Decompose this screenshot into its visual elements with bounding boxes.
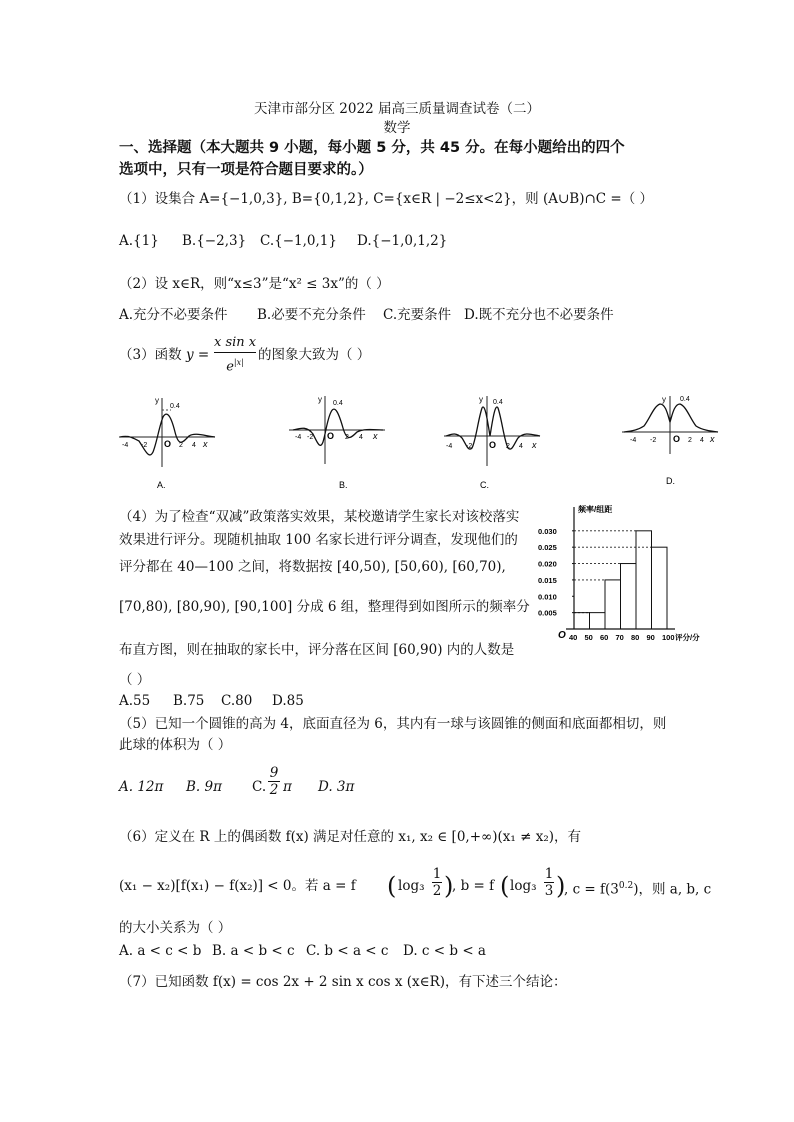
q3c-origin: O — [489, 440, 497, 450]
q3a-y-label: y — [155, 396, 159, 405]
q6-line-1: （6）定义在 R 上的偶函数 f(x) 满足对任意的 x₁, x₂ ∈ [0,+∞)(x₁ ≠ x₂)，有 — [119, 829, 582, 845]
q6-paren-open-1: ( — [387, 872, 397, 900]
q6-paren-close-1: ) — [444, 872, 454, 900]
q4-line-3: 评分都在 40—100 之间，将数据按 [40,50), [50,60), [60,70), — [119, 559, 506, 575]
q4-line-6: （ ） — [119, 672, 151, 688]
q2-stem: （2）设 x∈R，则“x≤3”是“x² ≤ 3x”的（ ） — [119, 276, 390, 292]
q6-frac1-num: 1 — [432, 866, 442, 882]
histogram-ytick-label: 0.020 — [538, 559, 557, 569]
histogram-ytick-label: 0.030 — [538, 526, 557, 536]
q6-log-1: log₃ — [398, 878, 425, 894]
q3d-tick-neg4: -4 — [630, 437, 637, 444]
q3-formula-denominator: e — [226, 359, 234, 375]
q3a-tick-neg2: -2 — [141, 442, 148, 449]
histogram-ytick-label: 0.015 — [538, 575, 557, 585]
q6-fraction-2 — [544, 866, 554, 899]
q3b-tick-4: 4 — [359, 434, 363, 441]
histogram-xtick-label: 100 — [662, 633, 675, 642]
q3-graph-b — [285, 392, 390, 492]
q6-option-c: C. b < a < c — [306, 943, 389, 959]
q6-paren-close-2: ) — [556, 872, 566, 900]
q6-fraction-1 — [432, 866, 442, 899]
histogram-ytick-label: 0.010 — [538, 592, 557, 602]
q3c-x-label: x — [532, 440, 537, 450]
q3c-tick-4: 4 — [519, 443, 523, 450]
histogram-ytick-label: 0.005 — [538, 608, 557, 618]
exam-title: 天津市部分区 2022 届高三质量调查试卷（二） — [254, 101, 540, 117]
q3a-x-label: x — [203, 439, 208, 449]
q3-graph-c — [440, 392, 545, 492]
histogram-xtick-label: 70 — [615, 633, 624, 642]
q3-formula-numerator: x sin x — [214, 335, 257, 350]
q6-line-2d — [564, 876, 711, 900]
histogram-xtick-label: 90 — [646, 633, 655, 642]
q4-option-b: B.75 — [173, 693, 205, 709]
q3c-tick-neg4: -4 — [446, 443, 453, 450]
section-heading-line2: 选项中，只有一项是符合题目要求的。） — [119, 162, 373, 178]
q3-stem-suffix: 的图象大致为（ ） — [258, 347, 371, 363]
q3-stem-prefix: （3）函数 — [119, 347, 182, 363]
q5-c-denominator: 2 — [269, 782, 279, 798]
q3c-caption: C. — [480, 480, 489, 490]
q4-line-1: （4）为了检查“双减”政策落实效果，某校邀请学生家长对该校落实 — [119, 509, 520, 525]
section-heading-line1: 一、选择题（本大题共 9 小题，每小题 5 分，共 45 分。在每小题给出的四个 — [119, 140, 625, 156]
histogram-bar — [652, 547, 668, 629]
histogram-ylabel: 频率/组距 — [578, 505, 613, 514]
q3a-tick-neg4: -4 — [122, 442, 129, 449]
q3-graph-d — [618, 392, 723, 492]
q6-frac2-den: 3 — [544, 883, 554, 899]
q6-line-2a: (x₁ − x₂)[f(x₁) − f(x₂)] < 0。若 a = f — [119, 878, 356, 894]
q2-option-a: A.充分不必要条件 — [119, 307, 228, 323]
q3d-x-label: x — [710, 434, 715, 444]
exam-subject: 数学 — [383, 120, 411, 136]
q3-graph-a — [115, 392, 220, 492]
q3d-tick-neg2: -2 — [650, 437, 657, 444]
q5-option-a: A. 12π — [119, 779, 164, 795]
histogram-bar — [590, 613, 606, 629]
q6-log-2: log₃ — [510, 878, 537, 894]
q5-option-d: D. 3π — [318, 779, 355, 795]
q1-option-c: C.{−1,0,1} — [260, 233, 337, 249]
q3a-caption: A. — [157, 480, 166, 490]
q3a-origin: O — [164, 439, 172, 449]
histogram-xtick-label: 50 — [584, 633, 593, 642]
q5-option-c: C. — [252, 779, 267, 795]
q3b-tick-2: 2 — [345, 434, 349, 441]
histogram-bar — [621, 564, 637, 629]
q6-exponent: 0.2 — [618, 881, 634, 891]
q4-line-2: 效果进行评分。现随机抽取 100 名家长进行评分调查，发现他们的 — [119, 532, 518, 548]
q5-line-1: （5）已知一个圆锥的高为 4，底面直径为 6，其内有一球与该圆锥的侧面和底面都相切，则 — [119, 716, 667, 732]
q4-option-a: A.55 — [119, 693, 151, 709]
q3c-peak-label: 0.4 — [493, 399, 503, 406]
q5-c-pi: π — [283, 779, 292, 795]
q3d-caption: D. — [666, 476, 675, 486]
q6-option-b: B. a < b < c — [212, 943, 295, 959]
q3b-tick-neg2: -2 — [307, 434, 314, 441]
q6-frac2-num: 1 — [544, 866, 554, 882]
q3b-peak-label: 0.4 — [333, 400, 343, 407]
histogram-ytick-label: 0.025 — [538, 543, 557, 553]
q7-stem: （7）已知函数 f(x) = cos 2x + 2 sin x cos x (x∈R)，有下述三个结论： — [119, 974, 567, 990]
histogram-bar — [605, 580, 621, 629]
q3b-caption: B. — [339, 480, 348, 490]
q3c-y-label: y — [479, 395, 483, 404]
q5-line-2: 此球的体积为（ ） — [119, 737, 232, 753]
q3-formula-lhs: y = — [186, 347, 210, 363]
q6-line-2e: )，则 a, b, c — [633, 881, 712, 898]
histogram-origin: O — [558, 630, 566, 641]
q1-option-b: B.{−2,3} — [182, 233, 247, 249]
q6-frac1-den: 2 — [432, 883, 442, 899]
q1-option-a: A.{1} — [119, 233, 159, 249]
q1-stem: （1）设集合 A={−1,0,3}, B={0,1,2}, C={x∈R | −2≤x<2}，则 (A∪B)∩C =（ ） — [119, 191, 653, 207]
q3a-tick-4: 4 — [192, 442, 196, 449]
histogram-xtick-label: 60 — [600, 633, 609, 642]
q4-option-d: D.85 — [272, 693, 304, 709]
q2-option-b: B.必要不充分条件 — [257, 307, 366, 323]
q3c-tick-2: 2 — [506, 443, 510, 450]
q3a-peak-label: 0.4 — [170, 403, 180, 410]
histogram-bar — [636, 531, 652, 629]
q3-formula-exponent: |x| — [233, 358, 244, 367]
q5-option-c-fraction — [268, 765, 280, 798]
histogram-bar — [574, 613, 590, 629]
q3b-tick-neg4: -4 — [295, 434, 302, 441]
histogram-xtick-label: 40 — [569, 633, 578, 642]
q2-option-d: D.既不充分也不必要条件 — [464, 307, 614, 323]
q4-line-4: [70,80), [80,90), [90,100] 分成 6 组，整理得到如图所示的频率分 — [119, 599, 530, 615]
q6-paren-open-2: ( — [500, 872, 510, 900]
q3c-tick-neg2: -2 — [466, 443, 473, 450]
histogram-xlabel: 评分/分 — [675, 633, 700, 642]
q3b-y-label: y — [318, 395, 322, 404]
q6-option-d: D. c < b < a — [403, 943, 486, 959]
q4-line-5: 布直方图，则在抽取的家长中，评分落在区间 [60,90) 内的人数是 — [119, 642, 515, 658]
histogram-xtick-label: 80 — [631, 633, 640, 642]
q3a-tick-2: 2 — [179, 442, 183, 449]
q1-option-d: D.{−1,0,1,2} — [357, 233, 448, 249]
q4-option-c: C.80 — [221, 693, 253, 709]
q3d-tick-2: 2 — [688, 437, 692, 444]
q5-c-numerator: 9 — [269, 765, 279, 781]
q3b-origin: O — [327, 431, 335, 441]
q6-option-a: A. a < c < b — [119, 943, 202, 959]
q2-option-c: C.充要条件 — [383, 307, 452, 323]
q3d-peak-label: 0.4 — [680, 396, 690, 403]
q6-line-3: 的大小关系为（ ） — [119, 920, 232, 936]
q6-line-2c: , b = f — [452, 878, 495, 894]
q6-c-def: , c = f(3 — [564, 881, 619, 898]
q3b-x-label: x — [373, 431, 378, 441]
q3d-tick-4: 4 — [700, 437, 704, 444]
q3d-y-label: y — [662, 395, 666, 404]
frequency-histogram — [536, 503, 716, 645]
q3-formula-fraction — [214, 334, 256, 375]
q3d-origin: O — [673, 434, 681, 444]
q5-option-b: B. 9π — [186, 779, 222, 795]
